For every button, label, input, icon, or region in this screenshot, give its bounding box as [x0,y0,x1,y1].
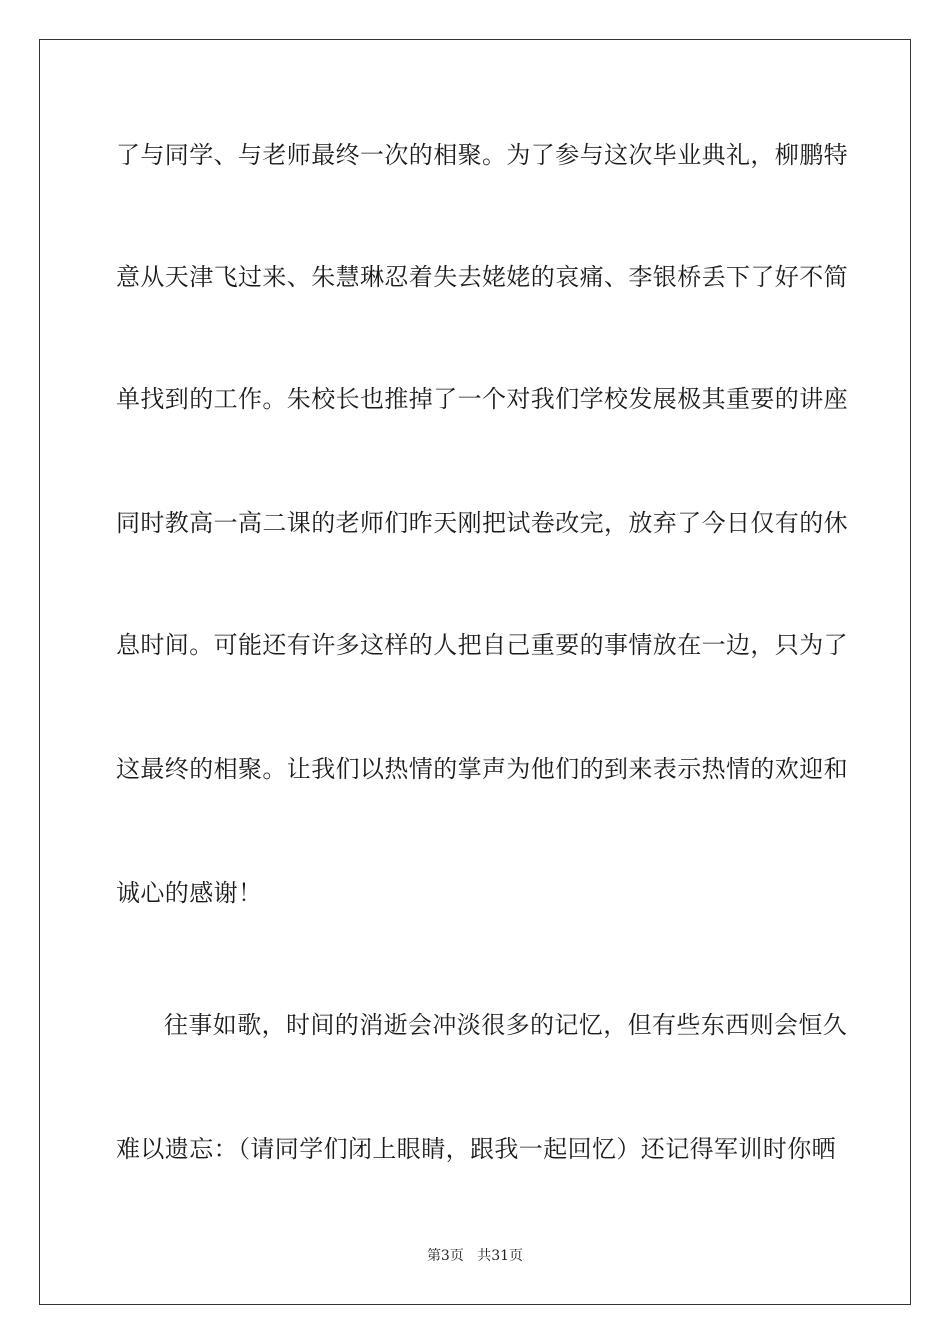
text-line-9: 难以遗忘：（请同学们闭上眼睛，跟我一起回忆）还记得军训时你晒 [116,1135,836,1163]
text-line-4: 同时教高一高二课的老师们昨天刚把试卷改完，放弃了今日仅有的休 [116,509,848,537]
page-frame [39,39,911,1305]
text-line-2: 意从天津飞过来、朱慧琳忍着失去姥姥的哀痛、李银桥丢下了好不简 [116,263,848,291]
text-line-1: 了与同学、与老师最终一次的相聚。为了参与这次毕业典礼，柳鹏特 [116,141,848,169]
text-line-6: 这最终的相聚。让我们以热情的掌声为他们的到来表示热情的欢迎和 [116,755,848,783]
text-line-8: 往事如歌，时间的消逝会冲淡很多的记忆，但有些东西则会恒久 [164,1011,848,1039]
text-line-7: 诚心的感谢！ [116,879,263,907]
text-line-3: 单找到的工作。朱校长也推掉了一个对我们学校发展极其重要的讲座 [116,385,848,413]
page-footer [0,1246,950,1266]
text-line-5: 息时间。可能还有许多这样的人把自己重要的事情放在一边，只为了 [116,631,848,659]
page-number: 第3页 [426,1248,464,1264]
total-pages: 共31页 [477,1248,524,1264]
